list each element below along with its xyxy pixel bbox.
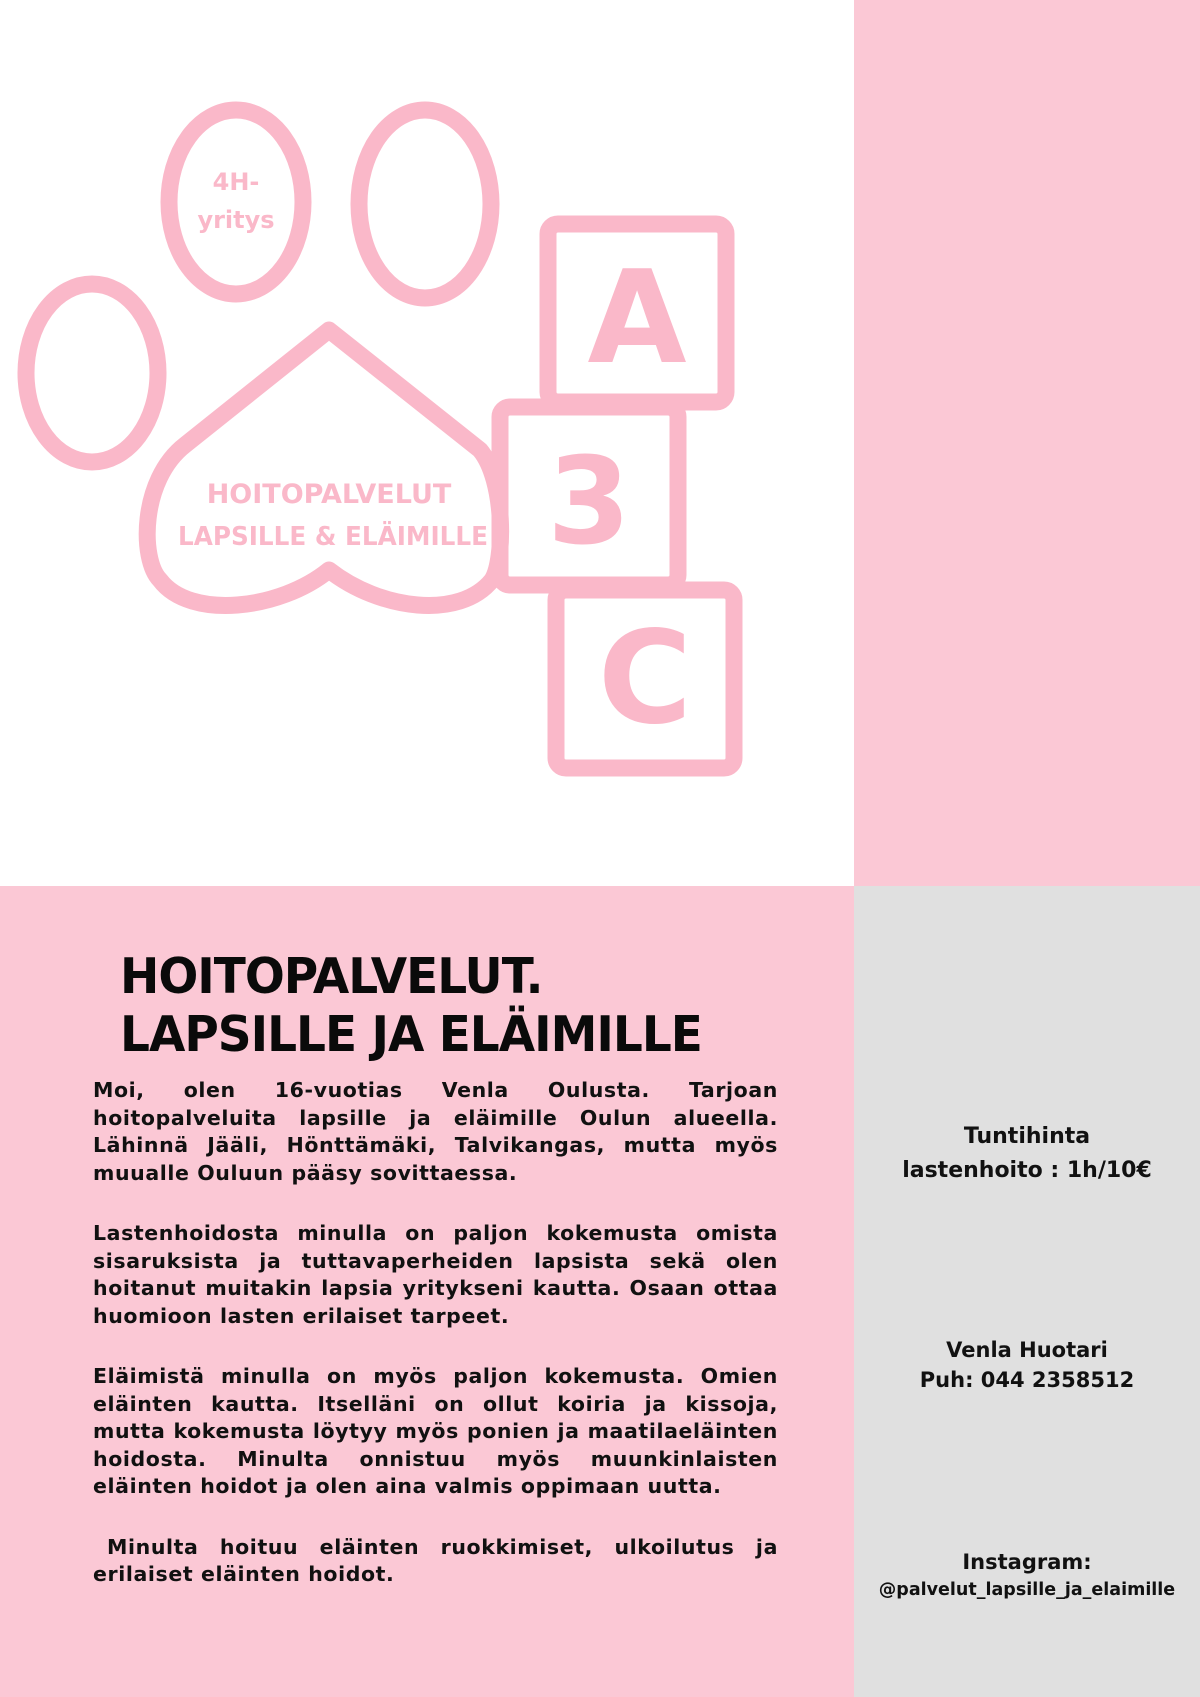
body-text xyxy=(93,1077,778,1622)
logo-heart-line-1: HOITOPALVELUT xyxy=(206,479,452,510)
logo-badge-line-1: 4H- xyxy=(212,168,260,196)
price-info xyxy=(854,1120,1200,1188)
intro-paragraph: Moi, olen 16-vuotias Venla Oulusta. Tarjoan hoitopalveluita lapsille ja eläimille Oulun alueella. Lähinnä Jääli, Hönttämäki, Talvikangas, mutta myös muualle Ouluun pääsy sovittaessa. xyxy=(93,1078,778,1185)
pink-strip xyxy=(854,0,1200,886)
paw-toe-left xyxy=(26,284,158,462)
headline-line-2: LAPSILLE JA ELÄIMILLE xyxy=(120,1005,702,1064)
services-paragraph: Minulta hoituu eläinten ruokkimiset, ulkoilutus ja erilaiset eläinten hoidot. xyxy=(93,1534,778,1586)
price-line: lastenhoito : 1h/10€ xyxy=(902,1158,1152,1183)
headline xyxy=(120,948,820,1064)
paw-heart-pad xyxy=(147,330,505,605)
instagram-label: Instagram: xyxy=(962,1550,1092,1574)
logo-heart-line-2: LAPSILLE & ELÄIMILLE xyxy=(178,522,505,552)
instagram-handle: @palvelut_lapsille_ja_elaimille xyxy=(878,1580,1176,1600)
instagram-info xyxy=(854,1548,1200,1604)
logo-badge-line-2: yritys xyxy=(197,206,275,234)
logo-panel xyxy=(0,0,854,886)
childcare-paragraph: Lastenhoidosta minulla on paljon kokemusta omista sisaruksista ja tuttavaperheiden lapsista sekä olen hoitanut muitakin lapsia yritykseni kautta. Osaan ottaa huomioon lasten erilaiset tarpeet. xyxy=(93,1221,778,1328)
block-letter-a: A xyxy=(587,244,687,393)
price-title: Tuntihinta xyxy=(963,1124,1091,1149)
contact-name: Venla Huotari xyxy=(946,1338,1108,1362)
block-letter-3: 3 xyxy=(547,433,631,572)
animalcare-paragraph: Eläimistä minulla on myös paljon kokemusta. Omien eläinten kautta. Itselläni on ollut koiria ja kissoja, mutta kokemusta löytyy myös ponien ja maatilaeläinten hoidosta. Minulta onnistuu myös muunkinlaisten eläinten hoidot ja olen aina valmis oppimaan uutta. xyxy=(93,1364,778,1498)
headline-line-1: HOITOPALVELUT. xyxy=(120,948,543,1006)
contact-info xyxy=(854,1335,1200,1395)
paw-toe-badge xyxy=(169,110,303,294)
block-letter-c: C xyxy=(598,604,692,753)
contact-phone: Puh: 044 2358512 xyxy=(919,1368,1135,1392)
paw-abc-logo xyxy=(0,0,854,886)
paw-toe-right xyxy=(359,110,491,298)
